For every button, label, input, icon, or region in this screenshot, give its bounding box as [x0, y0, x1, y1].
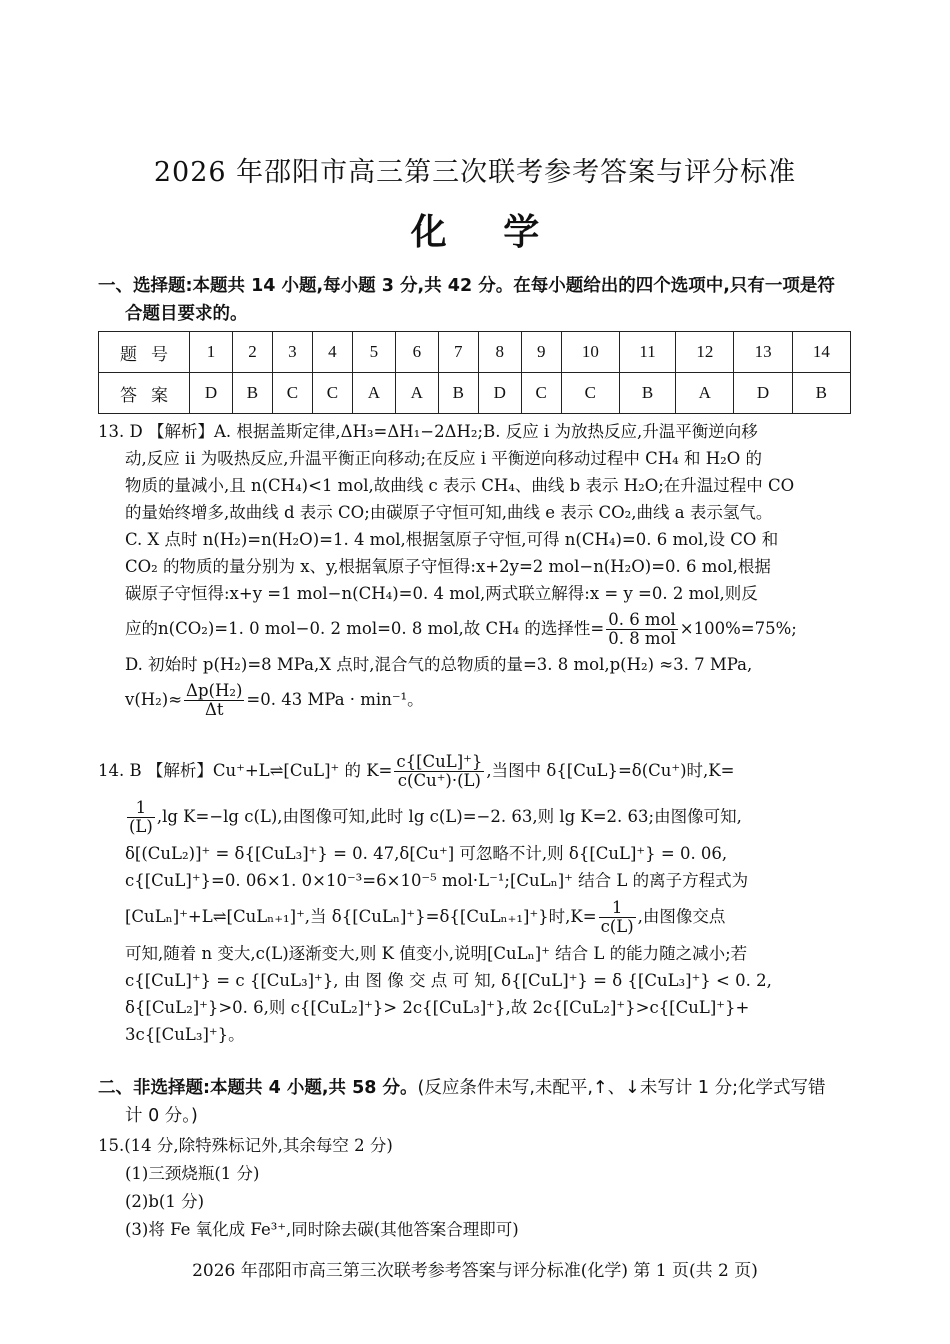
section-1-heading [98, 272, 858, 328]
q14-text: 14. B 【解析】Cu⁺+L⇌[CuL]⁺ 的 K= [98, 761, 393, 780]
question-number: 8 [478, 332, 521, 373]
q13-text: ×100%=75%; [679, 619, 797, 638]
q13-line: 物质的量减小,且 n(CH₄)<1 mol,故曲线 c 表示 CH₄、曲线 b 表示 H₂O;在升温过程中 CO [125, 476, 795, 495]
q14-line: 3c{[CuL₃]⁺}。 [125, 1025, 245, 1044]
q13-text: v(H₂)≈ [125, 690, 183, 709]
section-2-line-1 [98, 1074, 858, 1102]
page-footer: 2026 年邵阳市高三第三次联考参考答案与评分标准(化学) 第 1 页(共 2 页) [192, 1261, 758, 1281]
q14-line: δ{[CuL₂]⁺}>0. 6,则 c{[CuL₂]⁺}> 2c{[CuL₃]⁺},故 2c{[CuL₂]⁺}>c{[CuL]⁺}+ [125, 998, 750, 1017]
q14-explanation [98, 748, 856, 1048]
q15-answer-2: (2)b(1 分) [125, 1192, 205, 1211]
table-header-cell: 答案 [99, 373, 190, 414]
fraction-numerator: 1 [127, 799, 155, 818]
fraction-denominator: c(Cu⁺)·(L) [397, 771, 481, 790]
question-number: 13 [734, 332, 792, 373]
question-number: 14 [792, 332, 850, 373]
fraction-denominator: Δt [204, 700, 224, 719]
question-number: 10 [561, 332, 619, 373]
answer-cell: D [478, 373, 521, 414]
answer-cell: C [272, 373, 312, 414]
answer-cell: A [676, 373, 734, 414]
question-number: 2 [232, 332, 272, 373]
question-number: 1 [190, 332, 233, 373]
table-header-cell: 题号 [99, 332, 190, 373]
answer-cell: C [561, 373, 619, 414]
fraction-numerator: c{[CuL]⁺} [396, 752, 483, 771]
q14-text: ,lg K=−lg c(L),由图像可知,此时 lg c(L)=−2. 63,则 lg K=2. 63;由图像可知, [156, 807, 742, 826]
q14-text: [CuLₙ]⁺+L⇌[CuLₙ₊₁]⁺,当 δ{[CuLₙ]⁺}=δ{[CuLₙ₊₁]⁺}时,K= [125, 907, 597, 926]
q15-answer-1: (1)三颈烧瓶(1 分) [125, 1164, 260, 1183]
question-number: 4 [312, 332, 352, 373]
q14-line: c{[CuL]⁺} = c {[CuL₃]⁺}, 由 图 像 交 点 可 知, δ{[CuL]⁺} = δ {[CuL₃]⁺} < 0. 2, [125, 971, 772, 990]
q14-text: ,由图像交点 [637, 907, 726, 926]
answer-cell: D [190, 373, 233, 414]
question-number: 3 [272, 332, 312, 373]
q13-explanation [98, 418, 856, 722]
q13-line: 13. D 【解析】A. 根据盖斯定律,ΔH₃=ΔH₁−2ΔH₂;B. 反应 ⅰ 为放热反应,升温平衡逆向移 [98, 422, 758, 441]
table-row-answers [99, 373, 851, 414]
answer-cell: B [792, 373, 850, 414]
answer-cell: A [352, 373, 395, 414]
table-row-numbers [99, 332, 851, 373]
answer-cell: D [734, 373, 792, 414]
fraction-denominator: (L) [129, 817, 153, 836]
answer-cell: C [312, 373, 352, 414]
selectivity-fraction [606, 611, 678, 648]
q13-line-fraction [98, 678, 856, 722]
question-number: 12 [676, 332, 734, 373]
answer-cell: A [395, 373, 438, 414]
q14-line: 可知,随着 n 变大,c(L)逐渐变大,则 K 值变小,说明[CuLₙ]⁺ 结合 L 的能力随之减小;若 [125, 944, 748, 963]
section-1-line-1: 一、选择题:本题共 14 小题,每小题 3 分,共 42 分。在每小题给出的四个选项中,只有一项是符 [98, 276, 835, 296]
section-1-line-2: 合题目要求的。 [125, 304, 248, 324]
section-2-heading [98, 1074, 858, 1130]
q13-text: =0. 43 MPa · min⁻¹。 [246, 690, 424, 709]
fraction-denominator: 0. 8 mol [608, 629, 676, 648]
question-number: 11 [619, 332, 675, 373]
page-title: 2026 年邵阳市高三第三次联考参考答案与评分标准 [153, 157, 797, 188]
section-2-note: (反应条件未写,未配平,↑、↓未写计 1 分;化学式写错 [417, 1078, 826, 1098]
answer-table [98, 331, 851, 414]
question-number: 6 [395, 332, 438, 373]
q13-text: 应的n(CO₂)=1. 0 mol−0. 2 mol=0. 8 mol,故 CH₄ 的选择性= [125, 619, 605, 638]
q13-line: CO₂ 的物质的量分别为 x、y,根据氧原子守恒得:x+2y=2 mol−n(H₂O)=0. 6 mol,根据 [125, 557, 771, 576]
q14-line-fraction [98, 794, 856, 840]
fraction-numerator: 1 [599, 899, 636, 918]
q13-line: D. 初始时 p(H₂)=8 MPa,X 点时,混合气的总物质的量=3. 8 mol,p(H₂) ≈3. 7 MPa, [125, 655, 753, 674]
subject-title: 化 学 [410, 211, 562, 253]
q14-text: ,当图中 δ{[CuL}=δ(Cu⁺)时,K= [486, 761, 735, 780]
fraction-numerator: 0. 6 mol [608, 610, 676, 629]
q15-answer-3: (3)将 Fe 氧化成 Fe³⁺,同时除去碳(其他答案合理即可) [125, 1220, 519, 1239]
q14-line: c{[CuL]⁺}=0. 06×1. 0×10⁻³=6×10⁻⁵ mol·L⁻¹;[CuLₙ]⁺ 结合 L 的离子方程式为 [125, 871, 749, 890]
answer-cell: B [619, 373, 675, 414]
rate-fraction [184, 682, 244, 719]
q13-line: 动,反应 ⅱ 为吸热反应,升温平衡正向移动;在反应 ⅰ 平衡逆向移动过程中 CH₄ 和 H₂O 的 [125, 449, 762, 468]
q14-line: δ[(CuL₂)]⁺ = δ{[CuL₃]⁺} = 0. 47,δ[Cu⁺] 可忽略不计,则 δ{[CuL]⁺} = 0. 06, [125, 844, 728, 863]
q13-line: 的量始终增多,故曲线 d 表示 CO;由碳原子守恒可知,曲线 e 表示 CO₂,曲线 a 表示氢气。 [125, 503, 773, 522]
question-number: 5 [352, 332, 395, 373]
answer-cell: C [521, 373, 561, 414]
q15-answers [98, 1132, 519, 1244]
answer-cell: B [438, 373, 478, 414]
inverse-l-fraction [127, 799, 155, 836]
fraction-numerator: Δp(H₂) [186, 681, 243, 700]
question-number: 9 [521, 332, 561, 373]
q13-line: C. X 点时 n(H₂)=n(H₂O)=1. 4 mol,根据氢原子守恒,可得 n(CH₄)=0. 6 mol,设 CO 和 [125, 530, 779, 549]
answer-cell: B [232, 373, 272, 414]
q13-line-fraction [98, 607, 856, 651]
q15-heading: 15.(14 分,除特殊标记外,其余每空 2 分) [98, 1136, 393, 1155]
q14-line-fraction [98, 748, 856, 794]
k-cl-fraction [599, 899, 636, 936]
k-fraction [394, 753, 484, 790]
section-2-line-2: 计 0 分。) [125, 1106, 198, 1126]
fraction-denominator: c(L) [600, 917, 634, 936]
section-2-title: 二、非选择题:本题共 4 小题,共 58 分。 [98, 1078, 418, 1098]
question-number: 7 [438, 332, 478, 373]
q14-line-fraction [98, 894, 856, 940]
q13-line: 碳原子守恒得:x+y =1 mol−n(CH₄)=0. 4 mol,两式联立解得:x = y =0. 2 mol,则反 [125, 584, 758, 603]
